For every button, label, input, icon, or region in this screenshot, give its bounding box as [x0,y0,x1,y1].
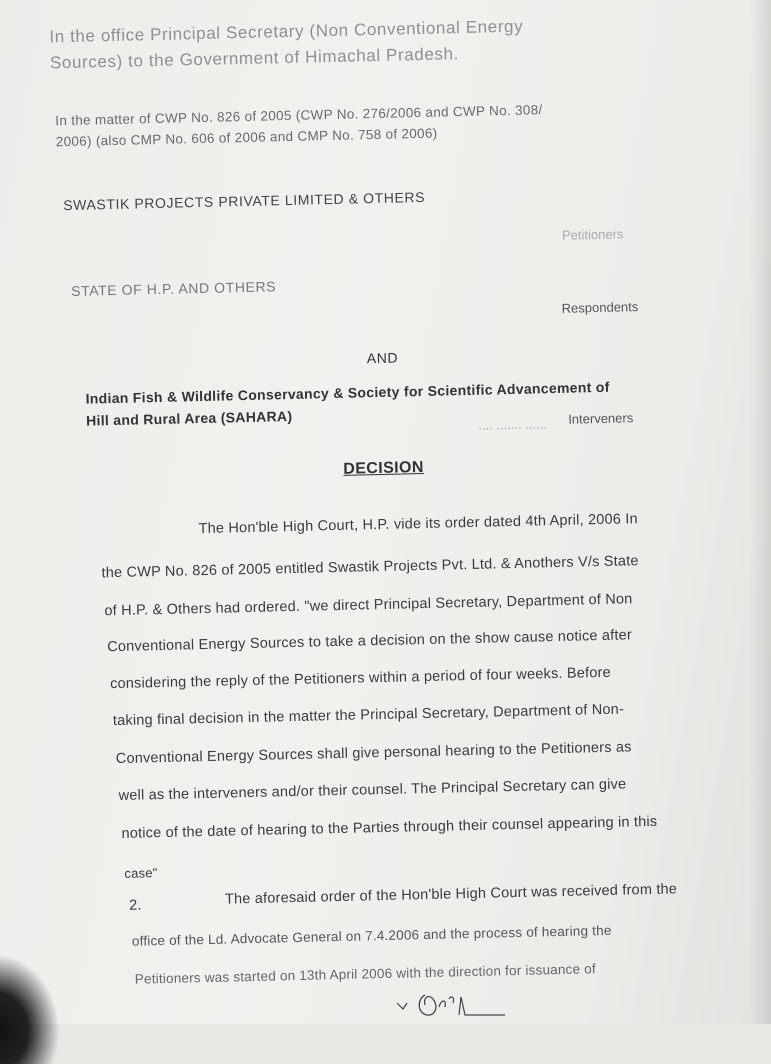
respondent-role: Respondents [561,299,639,316]
para2-line: The aforesaid order of the Hon'ble High Court was received from the [224,881,678,908]
para1-line: Conventional Energy Sources shall give personal hearing to the Petitioners as [115,739,632,768]
intervener-line2: Hill and Rural Area (SAHARA) [85,407,293,429]
matter-line1: In the matter of CWP No. 826 of 2005 (CWP No. 276/2006 and CWP No. 308/ [55,102,543,129]
petitioner-role: Petitioners [561,226,624,243]
para1-line: notice of the date of hearing to the Parties through their counsel appearing in this [121,813,658,842]
para1-line: well as the interveners and/or their counsel. The Principal Secretary can give [118,776,627,805]
para1-line: Conventional Energy Sources to take a decision on the show cause notice after [107,627,633,656]
para1-line: The Hon'ble High Court, H.P. vide its order dated 4th April, 2006 In [198,511,638,538]
para1-line: of H.P. & Others had ordered. "we direct Principal Secretary, Department of Non [104,591,633,620]
initials-signature [395,985,515,1025]
para2-line: office of the Ld. Advocate General on 7.4.2006 and the process of hearing the [131,922,612,949]
intervener-line1: Indian Fish & Wildlife Conservancy & Society for Scientific Advancement of [85,378,610,407]
office-heading-line2: Sources) to the Government of Himachal Pradesh. [49,44,460,73]
para1-line: considering the reply of the Petitioners within a period of four weeks. Before [109,664,611,693]
corner-shadow [0,954,60,1064]
matter-line2: 2006) (also CMP No. 606 of 2006 and CMP No. 758 of 2006) [55,125,438,150]
and-separator: AND [366,349,399,367]
decision-title: DECISION [343,458,425,478]
page-edge-shadow [749,0,771,1024]
para2-line: Petitioners was started on 13th April 2006 with the direction for issuance of [134,961,597,987]
para1-line: case" [124,865,158,881]
office-heading-line1: In the office Principal Secretary (Non Conventional Energy [49,16,524,47]
petitioner-name: SWASTIK PROJECTS PRIVATE LIMITED & OTHERS [63,188,426,214]
para1-line: the CWP No. 826 of 2005 entitled Swastik Projects Pvt. Ltd. & Anothers V/s State [101,553,639,582]
respondent-name: STATE OF H.P. AND OTHERS [70,278,277,299]
para1-line: taking final decision in the matter the Principal Secretary, Department of Non- [112,701,625,730]
para2-number: 2. [128,897,142,914]
intervener-dots: .... ....... ...... [478,416,548,433]
intervener-role: Interveners [568,410,634,427]
